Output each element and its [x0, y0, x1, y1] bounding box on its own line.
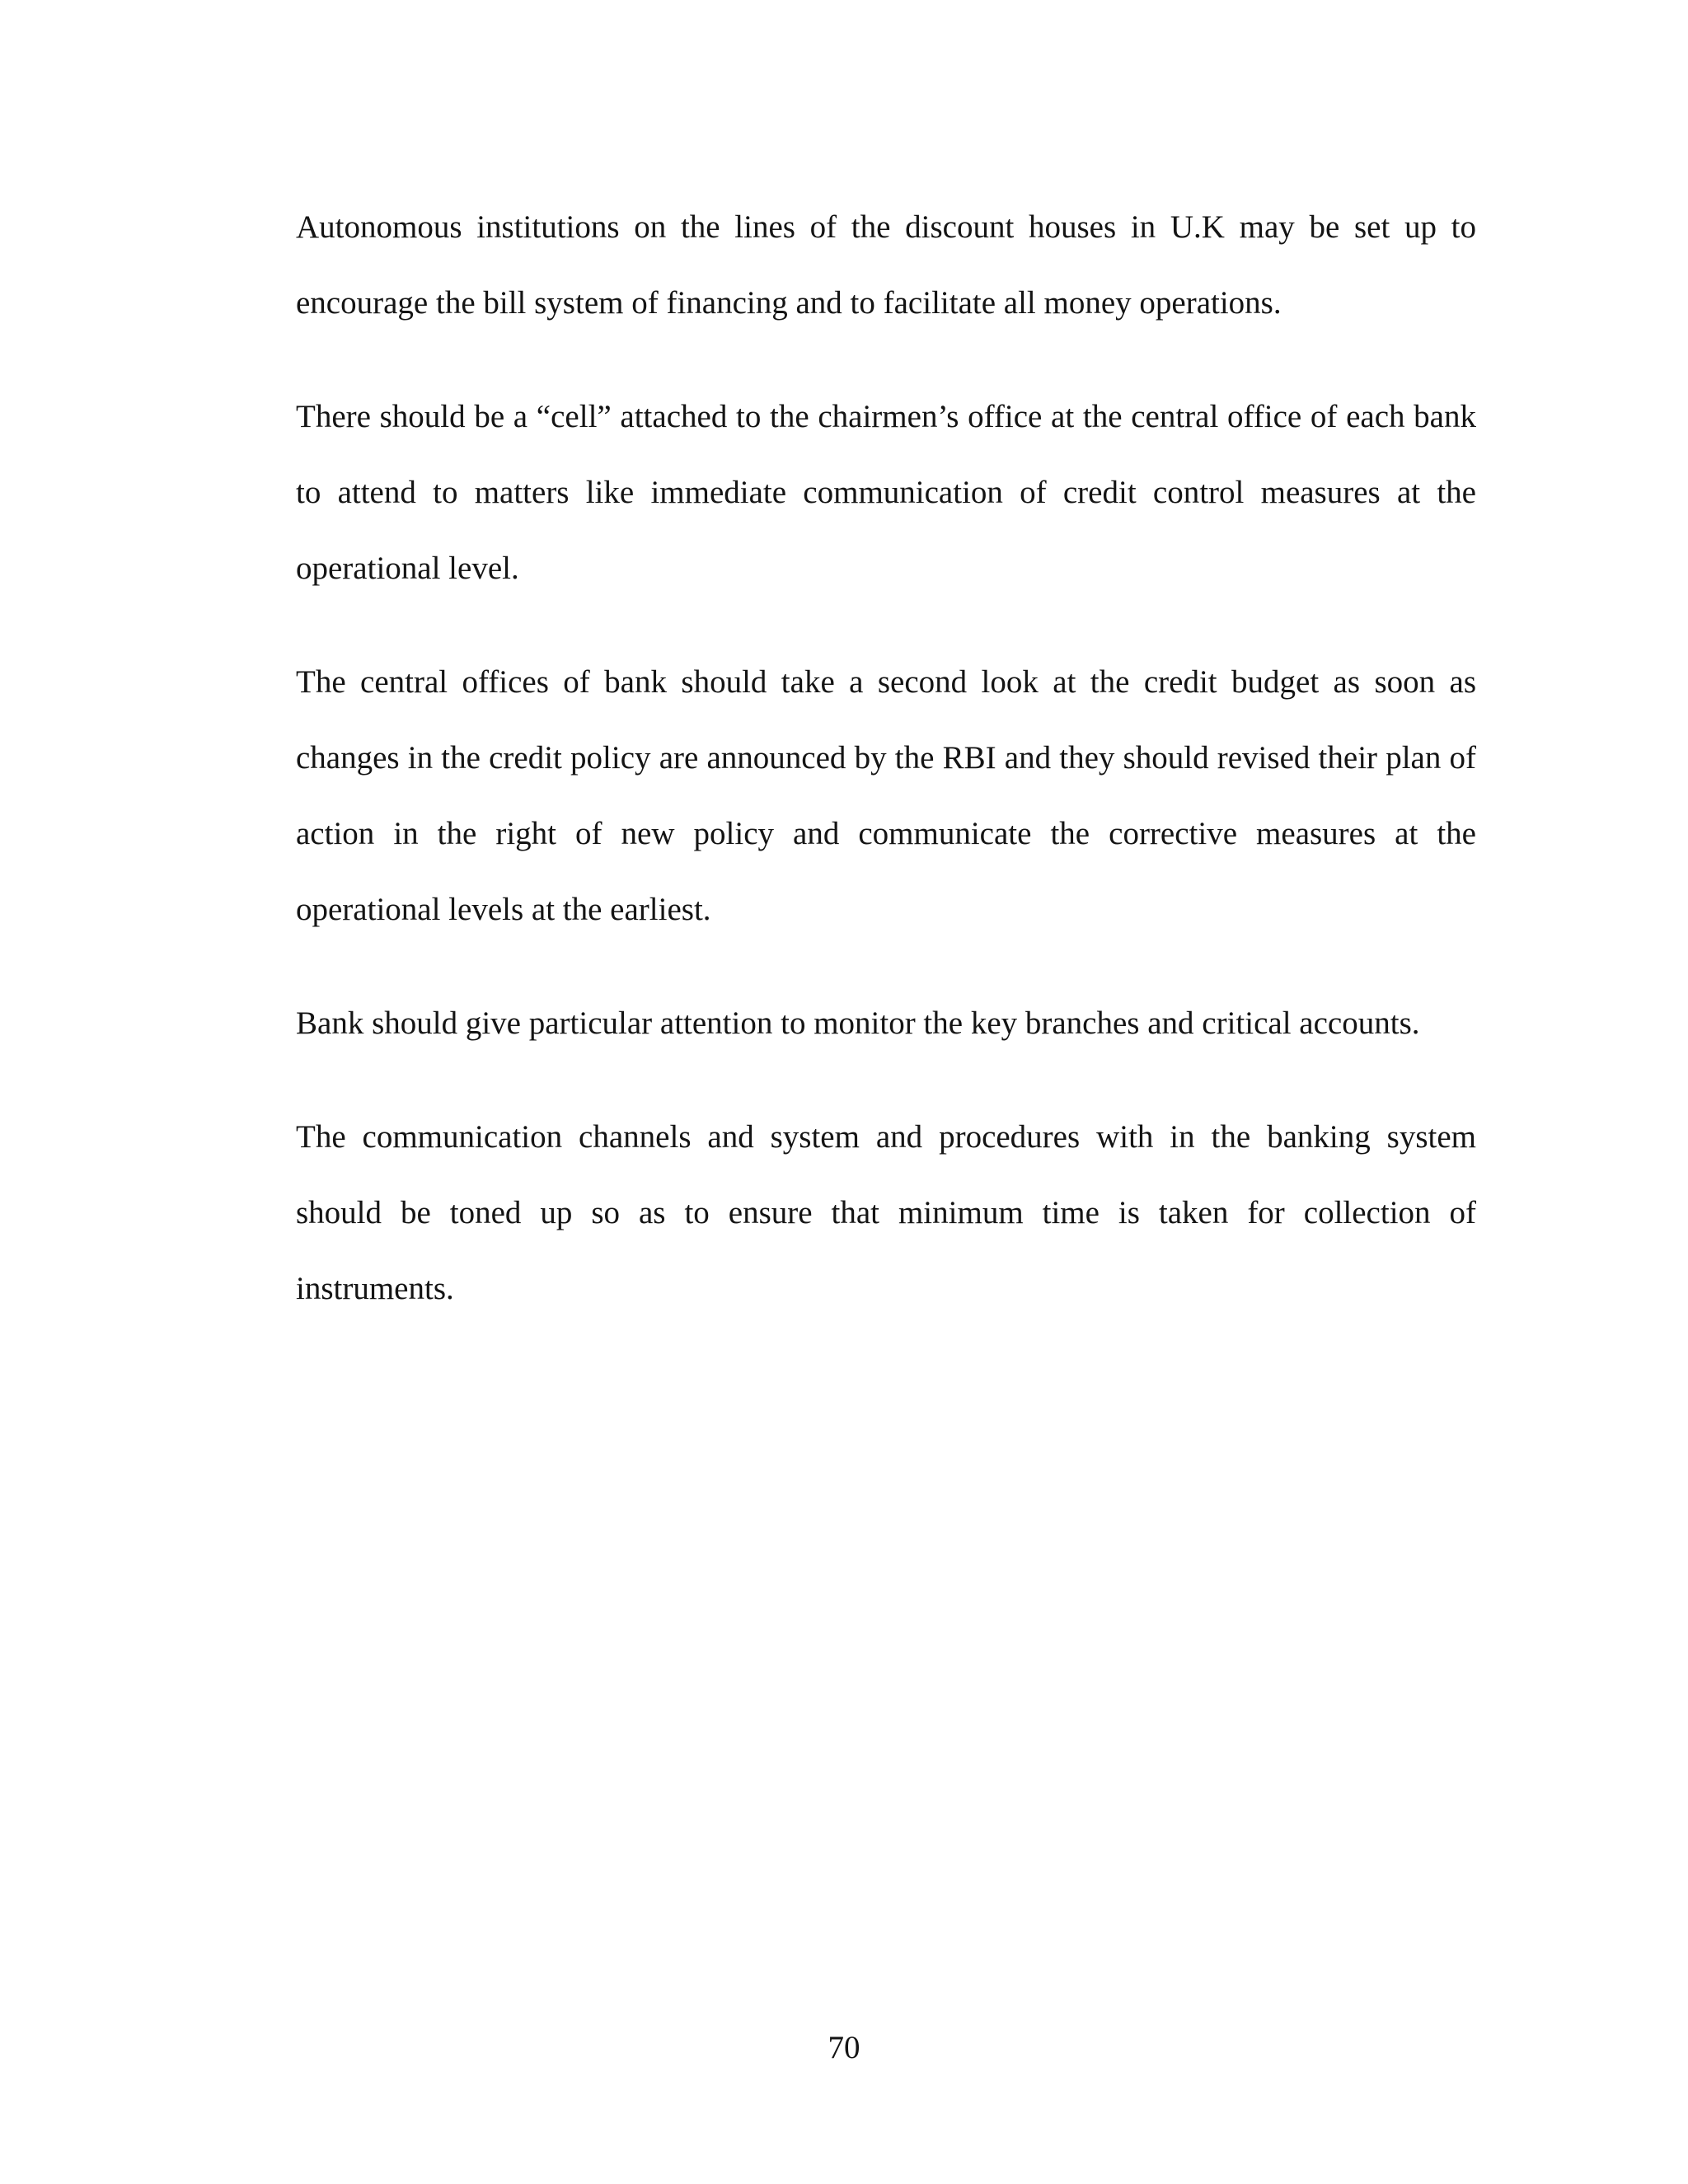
paragraph-credit-budget-review: The central offices of bank should take a second look at the credit budget as soon as changes in the credit policy are announced by the RBI and they should revised their plan of action in the right of new policy and communicate the corrective measures at the operational levels at the earliest.: [296, 664, 1476, 927]
paragraph-key-branches: Bank should give particular attention to monitor the key branches and critical accounts.: [296, 1005, 1420, 1041]
paragraph-discount-houses: Autonomous institutions on the lines of the discount houses in U.K may be set up to encourage the bill system of financing and to facilitate all money operations.: [296, 209, 1476, 321]
page-body: [296, 190, 1476, 1365]
page-number: 70: [828, 2030, 860, 2065]
paragraph-communication-channels: The communication channels and system and procedures with in the banking system should be toned up so as to ensure that minimum time is taken for collection of instruments.: [296, 1119, 1476, 1306]
paragraph-cell-chairmen-office: There should be a “cell” attached to the chairmen’s office at the central office of each bank to attend to matters like immediate communication of credit control measures at the operational level.: [296, 399, 1476, 586]
